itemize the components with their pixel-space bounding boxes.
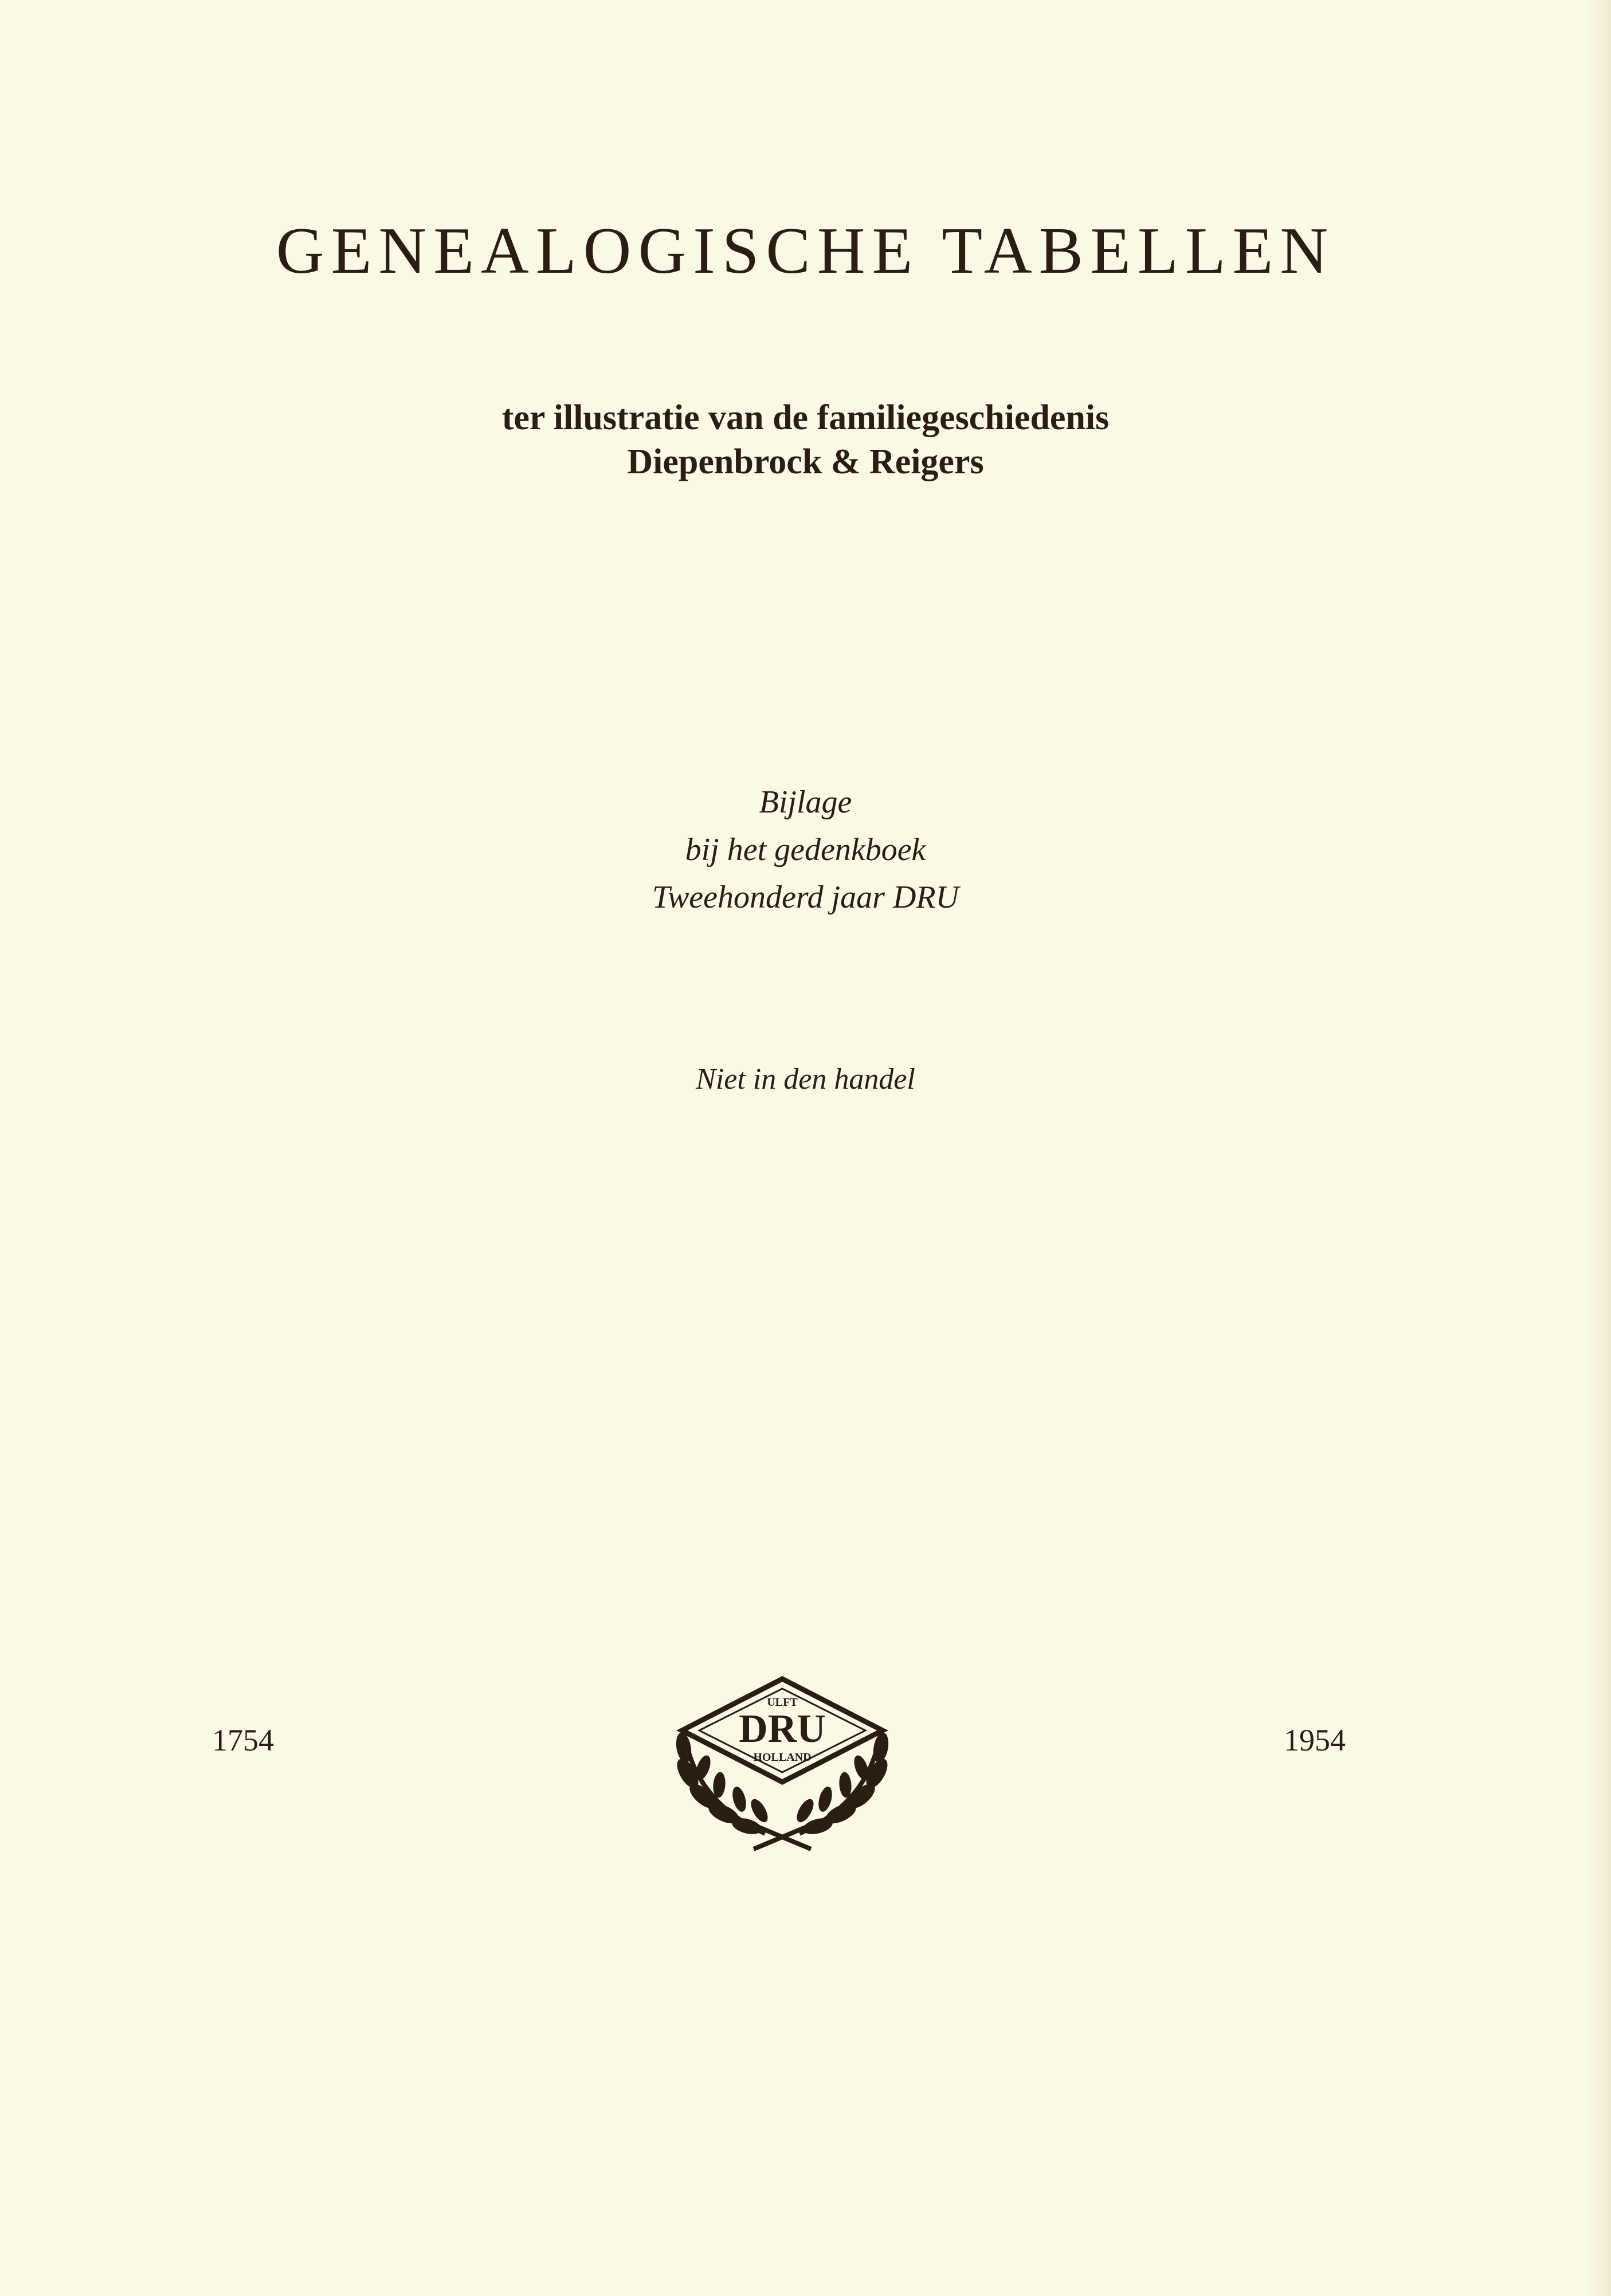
supplement-line-1: Bijlage <box>759 784 852 820</box>
page-edge-shadow <box>1588 0 1611 2296</box>
not-for-sale-note: Niet in den handel <box>696 1063 915 1096</box>
logo-bottom-text: HOLLAND <box>753 1751 812 1764</box>
page-title: GENEALOGISCHE TABELLEN <box>276 214 1335 288</box>
logo-main-text: DRU <box>739 1707 826 1751</box>
year-start: 1754 <box>212 1723 274 1757</box>
year-end: 1954 <box>1284 1723 1346 1757</box>
subtitle-line-2: Diepenbrock & Reigers <box>627 442 984 481</box>
supplement-line-2: bij het gedenkboek <box>685 832 926 868</box>
subtitle-line-1: ter illustratie van de familiegeschiedenis <box>501 398 1110 437</box>
logo-top-text: ULFT <box>767 1696 798 1709</box>
supplement-line-3: Tweehonderd jaar DRU <box>652 880 959 915</box>
dru-logo-icon <box>662 1670 903 1854</box>
